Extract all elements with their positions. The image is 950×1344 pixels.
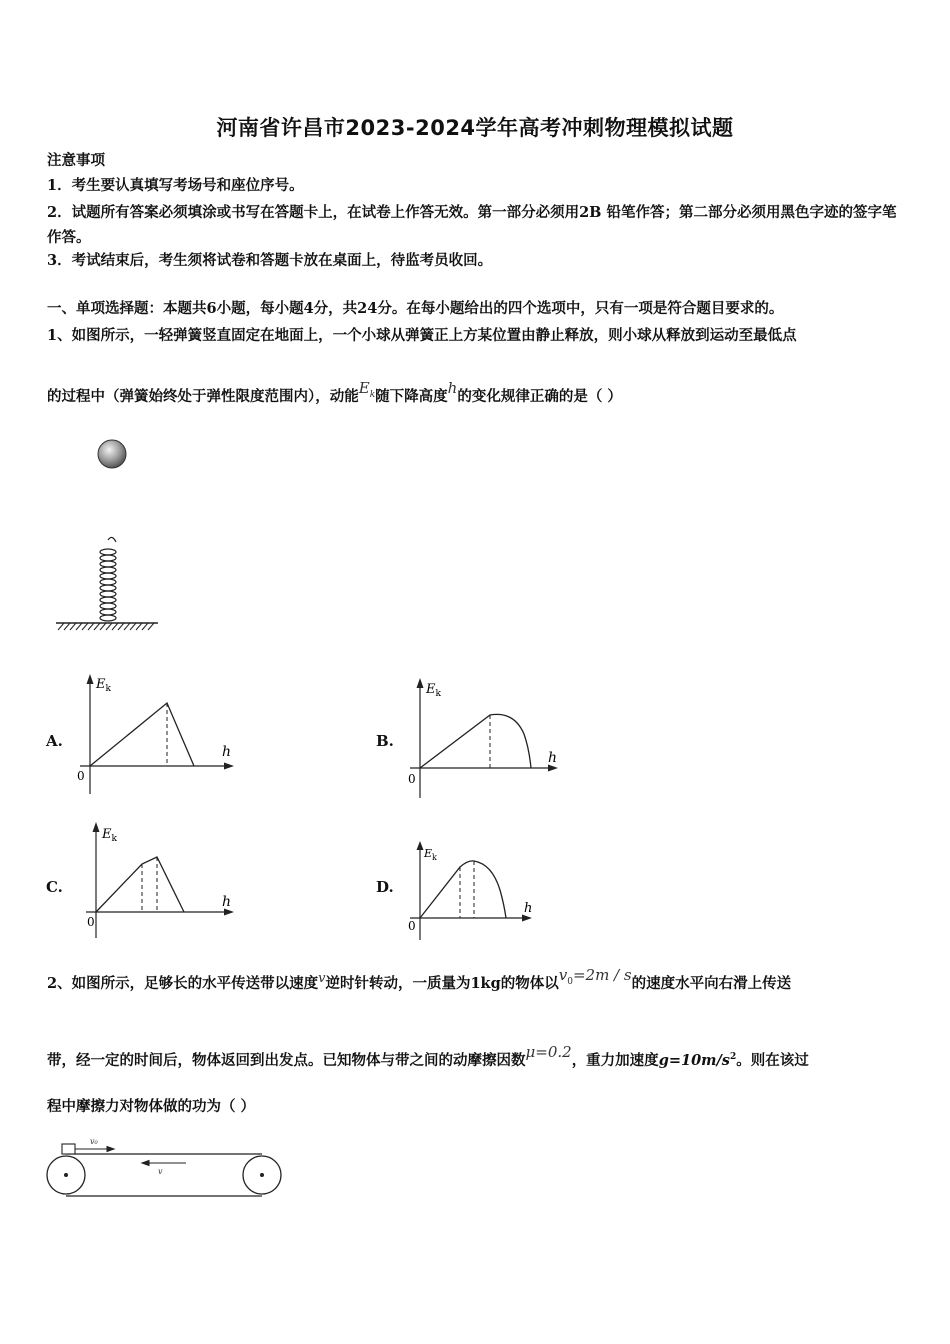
option-b-x-axis-label: h [548,750,558,766]
h-symbol: h [447,379,458,397]
q1-line2-part-c: 的变化规律正确的是（ ） [457,388,622,405]
q2-text-line3: 程中摩擦力对物体做的功为（ ） [47,1098,256,1115]
option-c-origin: 0 [87,915,95,929]
option-b-origin: 0 [408,772,416,786]
v0-arrow [75,1147,114,1152]
spring [100,537,116,621]
v-arrow [142,1161,186,1166]
page-title: 河南省许昌市2023-2024学年高考冲刺物理模拟试题 [216,116,734,140]
q1-line2-part-b: 随下降高度 [375,388,448,405]
q1-text-line2 [47,379,907,414]
option-a-graph [72,672,242,802]
notice-item-3: 3．考试结束后，考生须将试卷和答题卡放在桌面上，待监考员收回。 [47,252,493,269]
q2-text-line2: 带，经一定的时间后，物体返回到出发点。已知物体与带之间的动摩擦因数μ=0.2，重力加速度$g=10m/s^2$。则在该过 [47,1042,809,1069]
v0-expression: $v_0=2m / s$ [558,966,632,987]
option-d-label[interactable]: D. [376,878,394,896]
conveyor-belt-figure [40,1136,290,1206]
option-d-origin: 0 [408,919,416,933]
q2-text-line1: 2、如图所示，足够长的水平传送带以速度v逆时针转动，一质量为1kg的物体以$v_0=2m / s$的速度水平向右滑上传送 [47,966,792,992]
option-d-x-axis-label: h [524,901,533,916]
notice-item-2: 2．试题所有答案必须填涂或书写在答题卡上，在试卷上作答无效。第一部分必须用2B 铅笔作答；第二部分必须用黑色字迹的签字笔作答。 [47,204,897,246]
section-1-heading: 一、单项选择题：本题共6小题，每小题4分，共24分。在每小题给出的四个选项中，只有一项是符合题目要求的。 [47,300,784,317]
option-b-y-axis-label: $E_k$ [426,682,441,699]
q1-line2-part-a: 的过程中（弹簧始终处于弹性限度范围内），动能 [47,388,359,405]
option-d-y-axis-label: $E_k$ [424,847,437,862]
v-label: v [158,1167,163,1176]
belt [66,1154,262,1196]
block [62,1144,75,1154]
g-expression: $g=10m/s^2$ [658,1051,737,1069]
mu-expression: μ=0.2 [525,1042,572,1061]
ball [98,440,126,468]
option-a-y-axis-label: $E_k$ [96,677,111,694]
option-c-y-axis-label: $E_k$ [102,827,117,844]
notice-heading: 注意事项 [47,152,105,169]
option-d-graph [402,840,572,945]
option-c-graph [78,820,248,942]
q1-text-line1: 1、如图所示，一轻弹簧竖直固定在地面上，一个小球从弹簧正上方某位置由静止释放，则小球从释放到运动至最低点 [47,327,797,344]
v-symbol: v [318,971,326,986]
option-b-graph [402,676,572,806]
option-a-x-axis-label: h [222,744,232,760]
option-a-origin: 0 [77,769,85,783]
option-a-label[interactable]: A. [46,732,63,750]
v0-label: v₀ [90,1137,98,1146]
option-c-x-axis-label: h [222,894,232,910]
ground [56,623,158,630]
notice-item-1: 1．考生要认真填写考场号和座位序号。 [47,177,304,194]
spring-ball-figure [50,430,180,640]
option-c-label[interactable]: C. [46,878,63,896]
ek-symbol: $E_k$ [358,379,376,400]
option-b-label[interactable]: B. [376,732,394,750]
